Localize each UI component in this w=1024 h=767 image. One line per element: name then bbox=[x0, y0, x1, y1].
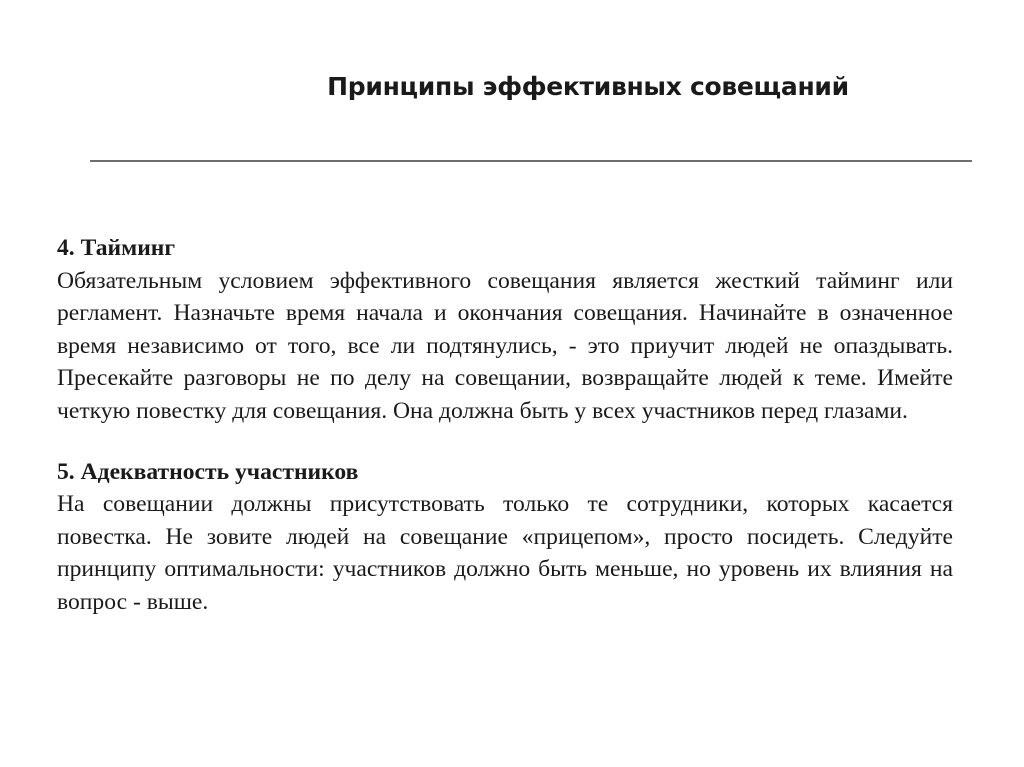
section-participants bbox=[57, 456, 953, 619]
slide-title: Принципы эффективных совещаний bbox=[327, 72, 849, 101]
section-text: На совещании должны присутствовать только те сотрудники, которых касается повестка. Не зовите людей на совещание «прицепом», просто посидеть. Следуйте принципу оптимальности: участников должно быть меньше, но уровень их влияния на вопрос - выше. bbox=[57, 491, 953, 615]
title-divider bbox=[90, 160, 972, 162]
section-heading: 4. Тайминг bbox=[57, 235, 176, 261]
section-heading: 5. Адекватность участников bbox=[57, 458, 359, 485]
section-timing bbox=[57, 232, 953, 428]
slide-content bbox=[57, 232, 953, 619]
section-text: Обязательным условием эффективного совещания является жесткий тайминг или регламент. Назначьте время начала и окончания совещания. Начинайте в означенное время независимо от того, все ли подтянулись, - это приучит людей не опаздывать. Пресекайте разговоры не по делу на совещании, возвращайте людей к теме. Имейте четкую повестку для совещания. Она должна быть у всех участников перед глазами. bbox=[57, 267, 953, 424]
